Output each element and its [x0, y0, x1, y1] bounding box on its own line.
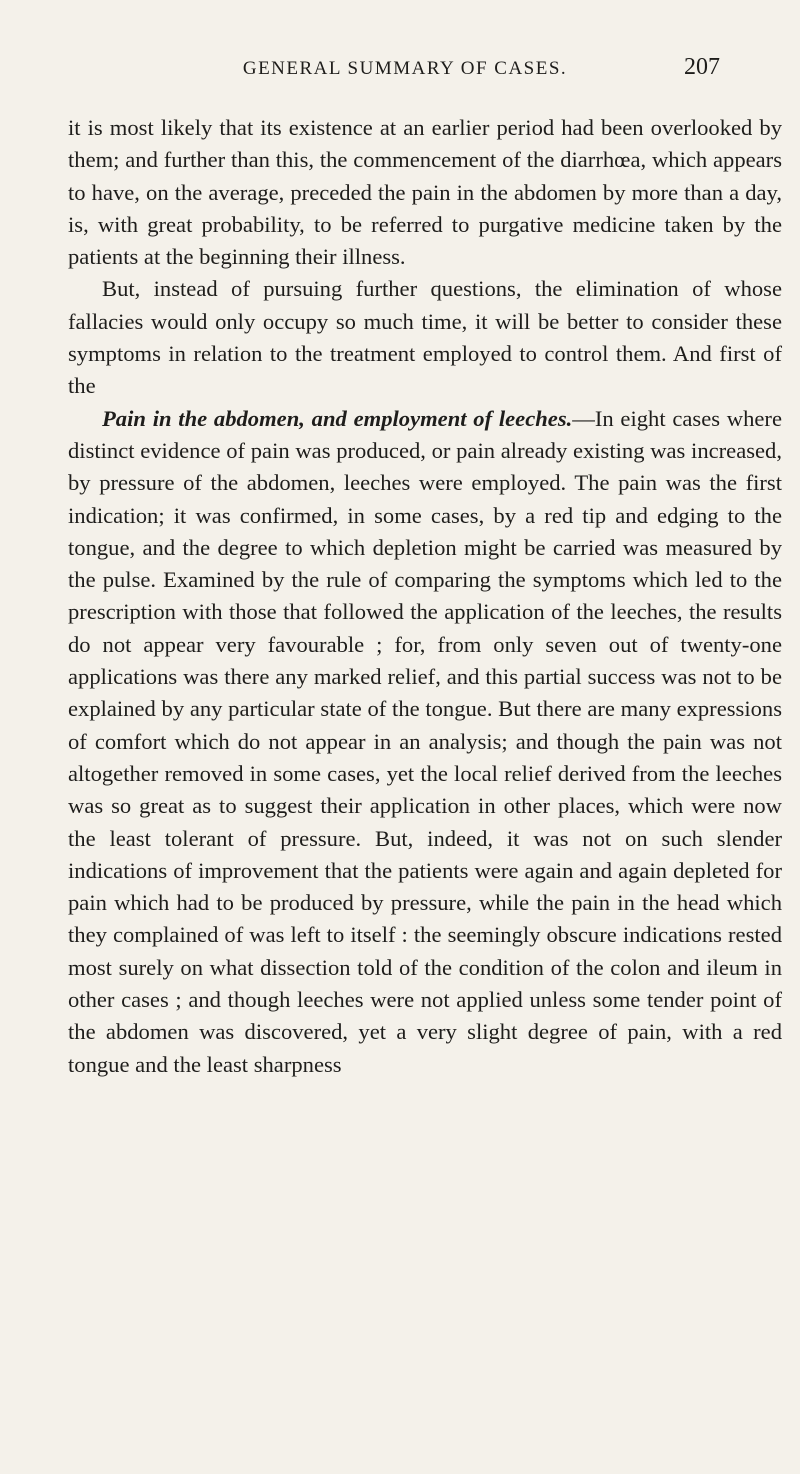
paragraph-1: it is most likely that its existence at an earlier period had been overlooked by them; and further than this, the commencement of the diarrhœa, which appears to have, on the average, preceded the pain in the abdomen by more than a day, is, with great probability, to be referred to purgative medicine taken by the patients at the beginning their illness.: [68, 115, 782, 270]
paragraph-3-text: —In eight cases where distinct evidence of pain was produced, or pain already existing was increased, by pressure of the abdomen, leeches were employed. The pain was the first indication; it was confirmed, in some cases, by a red tip and edging to the tongue, and the degree to which depletion might be carried was measured by the pulse. Examined by the rule of comparing the symptoms which led to the prescription with those that followed the application of the leeches, the results do not appear very favourable ; for, from only seven out of twenty-one applications was there any marked relief, and this partial success was not to be explained by any particular state of the tongue. But there are many expressions of comfort which do not appear in an analysis; and though the pain was not altogether removed in some cases, yet the local relief derived from the leeches was so great as to suggest their application in other places, which were now the least tolerant of pressure. But, indeed, it was not on such slender indications of improvement that the patients were again and again depleted for pain which had to be produced by pressure, while the pain in the head which they complained of was left to itself : the seemingly obscure indications rested most surely on what dissection told of the condition of the colon and ileum in other cases ; and though leeches were not applied unless some tender point of the abdomen was discovered, yet a very slight degree of pain, with a red tongue and the least sharpness: [68, 405, 782, 1077]
inline-section-heading: Pain in the abdomen, and employment of leeches.: [102, 405, 573, 431]
page-header: [68, 52, 720, 82]
paragraph-3: [68, 403, 782, 1081]
body-text: [68, 112, 782, 1081]
page-number: 207: [684, 54, 720, 80]
paragraph-2: But, instead of pursuing further questions, the elimination of whose fallacies would only occupy so much time, it will be better to consider these symptoms in relation to the treatment employed to control them. And first of the: [68, 276, 782, 399]
running-title: GENERAL SUMMARY OF CASES.: [242, 58, 568, 79]
